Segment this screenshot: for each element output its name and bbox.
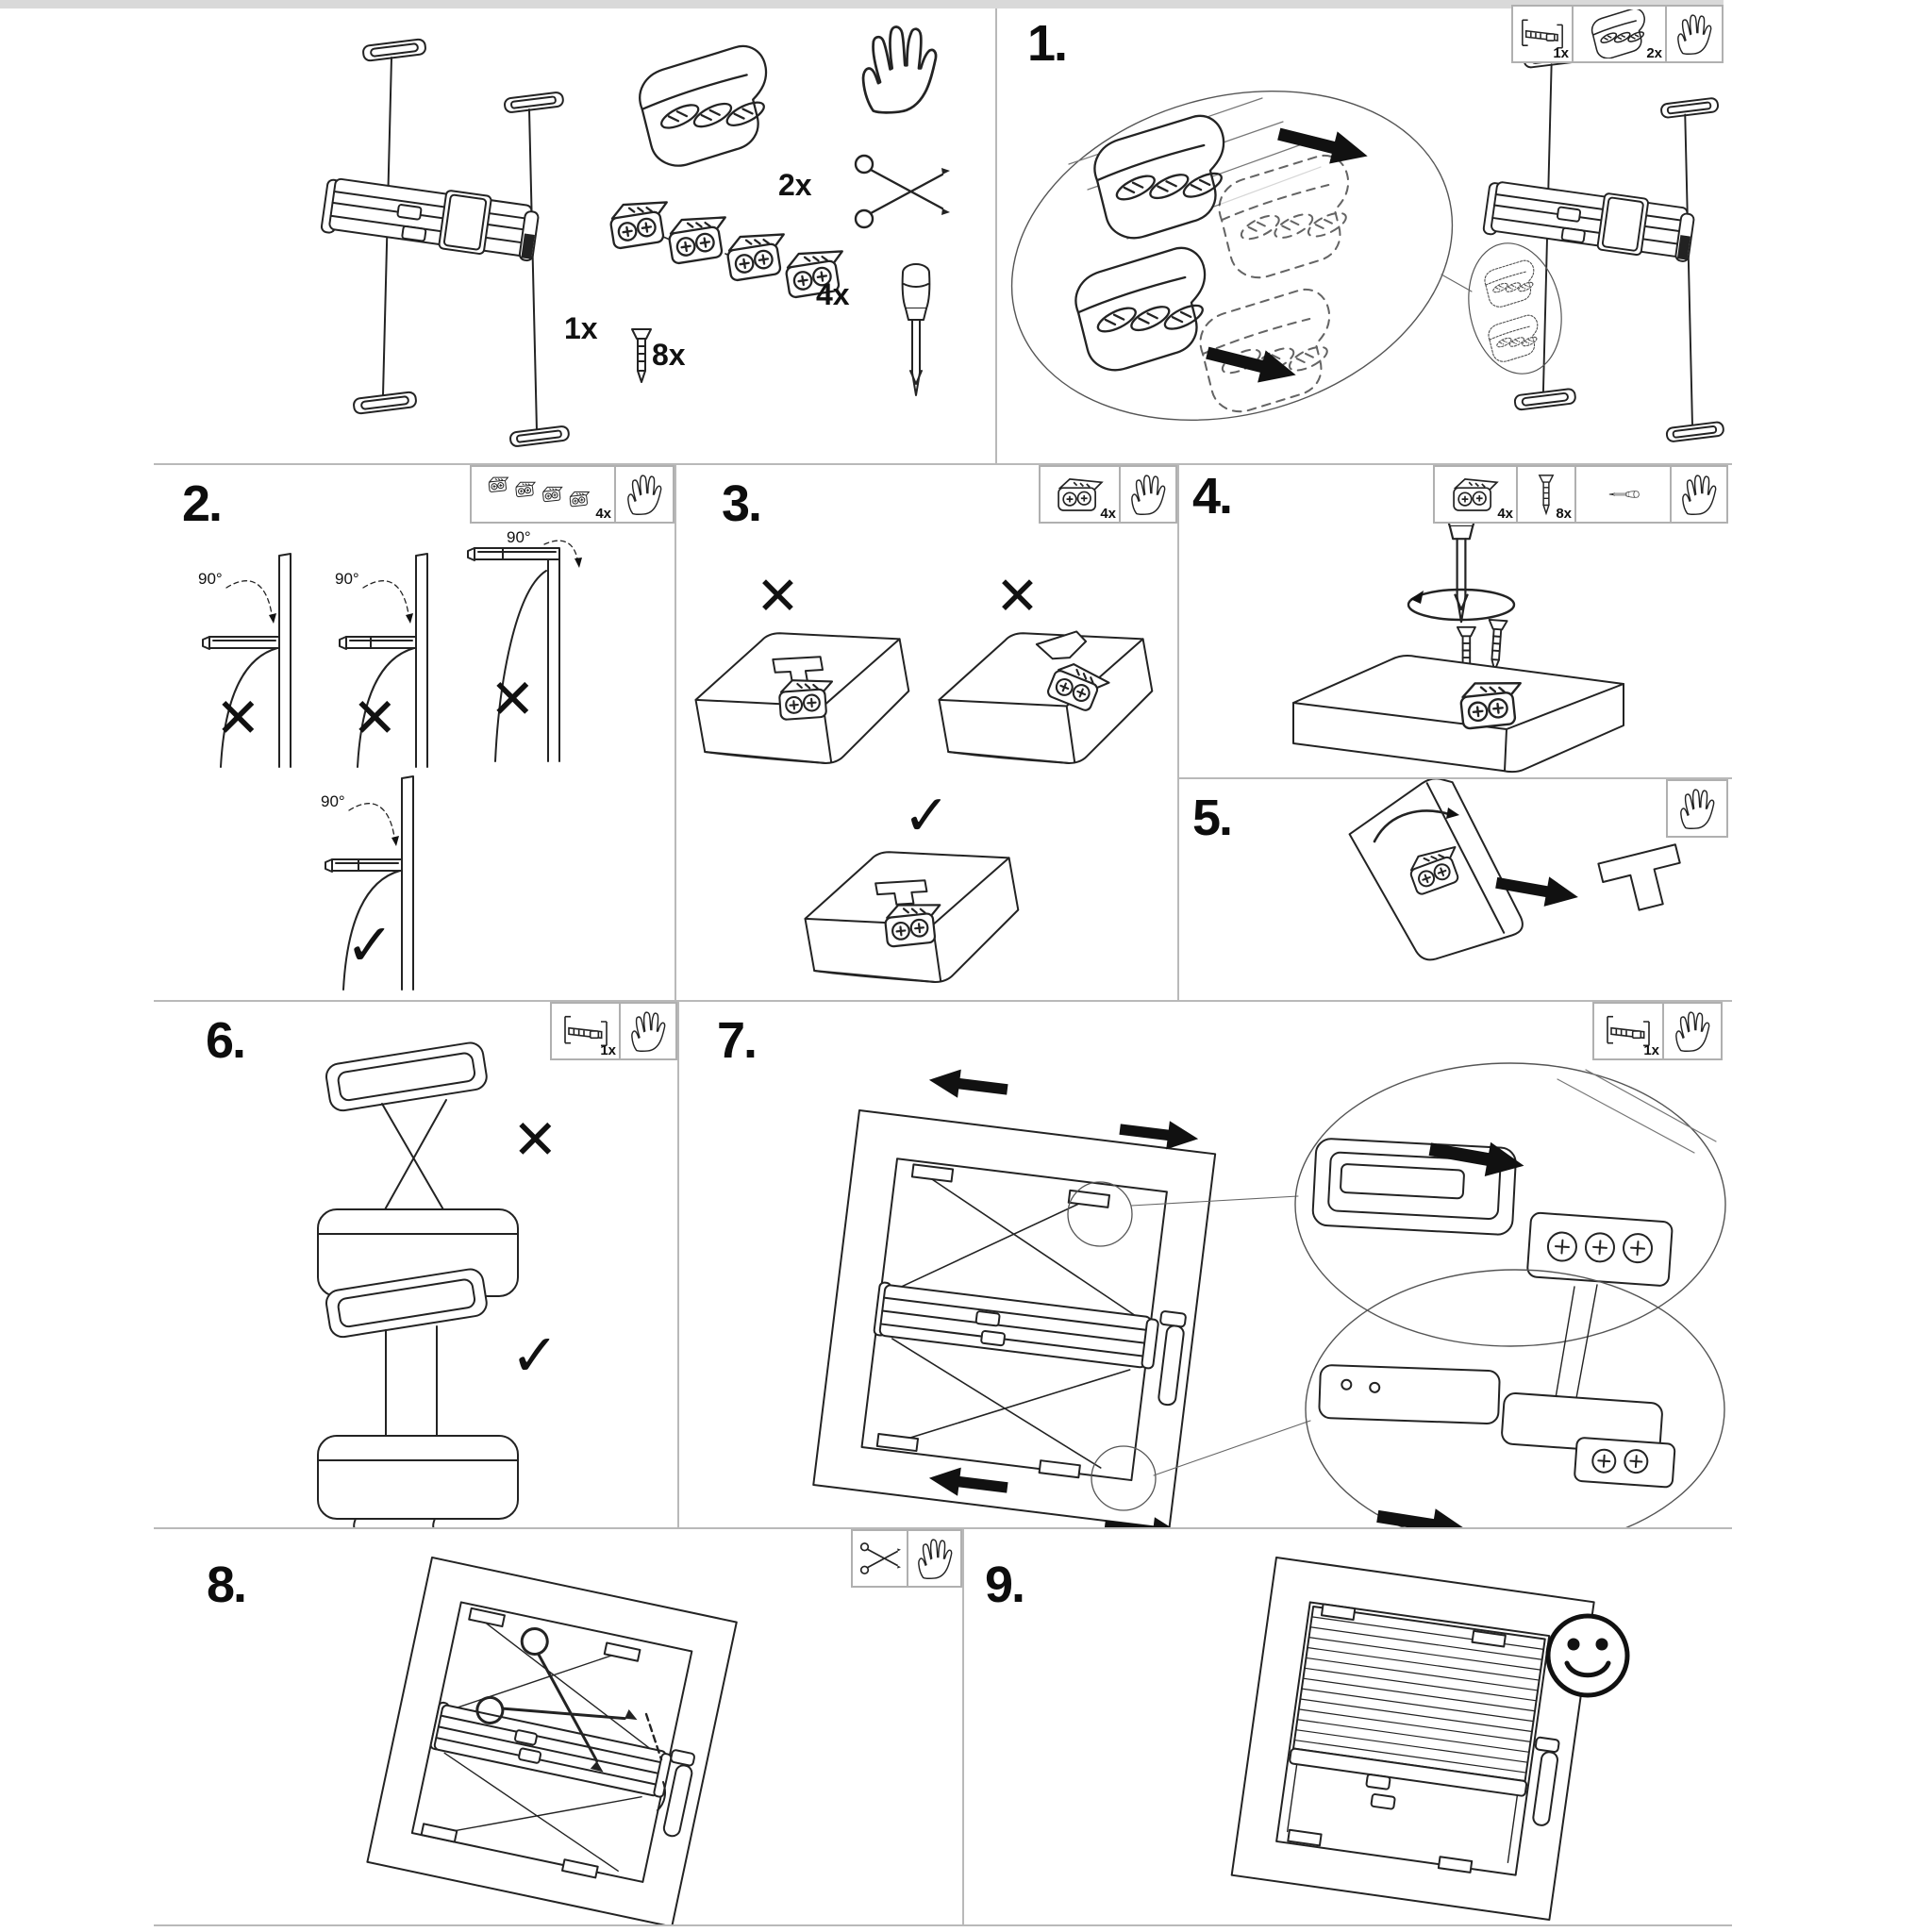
clamp-icon <box>1586 9 1654 58</box>
step-1-illustration <box>997 8 1732 463</box>
step-1-supply-box <box>1511 5 1724 63</box>
qty-label: 4x <box>1497 506 1513 522</box>
screw-icon <box>1536 473 1557 516</box>
supply-blind-rail <box>1513 7 1572 61</box>
arrow-right-icon <box>1374 1500 1470 1527</box>
panel-step-2 <box>154 465 676 1002</box>
angle-label: 90° <box>507 528 531 546</box>
step-5-number: 5. <box>1192 790 1232 846</box>
step-7-number: 7. <box>717 1012 757 1069</box>
supply-hand <box>614 467 673 522</box>
qty-label: 4x <box>1100 506 1116 522</box>
hand-icon <box>863 26 936 112</box>
step-8-supply-box <box>851 1529 962 1588</box>
hand-icon <box>1676 12 1712 56</box>
screwdriver-icon <box>1607 453 1640 536</box>
frame-corner <box>1293 656 1624 772</box>
wrong-mark: ✕ <box>756 566 800 627</box>
scissors-icon <box>859 1541 901 1576</box>
qty-label: 2x <box>1646 45 1662 61</box>
screw <box>1486 620 1507 671</box>
correct-mark: ✓ <box>345 910 394 979</box>
panel-step-4 <box>1179 465 1732 779</box>
panel-parts-overview <box>154 8 997 465</box>
part-blind-qty: 1x <box>564 311 598 345</box>
window <box>813 1110 1215 1527</box>
supply-clip-strip <box>472 467 614 522</box>
step-6-illustration <box>154 1002 677 1527</box>
panel-step-7 <box>679 1002 1732 1529</box>
hand-icon <box>630 1009 666 1053</box>
hand-icon <box>1681 473 1717 516</box>
arrow-left-icon <box>927 1066 1009 1104</box>
smiley-face-icon <box>1548 1616 1627 1695</box>
step-9-illustration <box>964 1529 1732 1924</box>
hand-icon <box>1679 787 1715 830</box>
supply-screwdriver <box>1574 467 1670 522</box>
wrong-mark: ✕ <box>352 686 398 750</box>
part-clamp-qty: 2x <box>778 168 812 202</box>
hand-icon <box>1130 473 1166 516</box>
clip-icon <box>1449 475 1502 514</box>
supply-hand <box>1662 1004 1721 1058</box>
scissors-icon <box>856 156 950 227</box>
step-3-illustration <box>676 465 1177 1000</box>
detail-ellipse <box>1457 235 1573 383</box>
window <box>1232 1557 1594 1920</box>
wrong-mark: ✕ <box>995 566 1040 627</box>
supply-clip <box>1435 467 1516 522</box>
cover-piece <box>1598 844 1689 917</box>
step-7-illustration <box>679 1002 1732 1527</box>
step-2-illustration <box>154 465 675 1000</box>
step-9-number: 9. <box>985 1557 1024 1613</box>
clip-icon <box>1054 475 1107 514</box>
page-edge-top <box>0 0 1724 8</box>
qty-label: 1x <box>1553 45 1569 61</box>
step-2-number: 2. <box>182 475 222 532</box>
supply-blind-rail <box>552 1004 619 1058</box>
angle-label: 90° <box>198 570 223 588</box>
qty-label: 1x <box>1643 1042 1659 1058</box>
supply-clip <box>1041 467 1119 522</box>
angle-label: 90° <box>321 792 345 810</box>
magnifier-bottom <box>1306 1270 1724 1527</box>
supply-screw <box>1516 467 1574 522</box>
wrong-mark: ✕ <box>215 686 261 750</box>
part-screw-qty: 8x <box>652 338 686 372</box>
hand-icon <box>917 1537 953 1580</box>
step-5-supply-box <box>1666 779 1728 838</box>
blind-assembly <box>1483 46 1724 442</box>
step-4-number: 4. <box>1192 468 1232 525</box>
step-3-number: 3. <box>722 475 761 532</box>
supply-hand <box>619 1004 675 1058</box>
wrong-mark: ✕ <box>512 1108 558 1172</box>
panel-step-1 <box>997 8 1732 465</box>
step-2-supply-box <box>470 465 675 524</box>
part-clamp <box>633 42 784 172</box>
correct-mark: ✓ <box>903 783 951 849</box>
supply-hand <box>1668 781 1726 836</box>
angle-label: 90° <box>335 570 359 588</box>
supply-hand <box>1670 467 1726 522</box>
wrong-mark: ✕ <box>490 667 536 731</box>
screwdriver-icon <box>903 264 930 395</box>
supply-hand <box>1119 467 1175 522</box>
correct-mark: ✓ <box>510 1321 559 1390</box>
panel-step-3 <box>676 465 1179 1002</box>
window <box>367 1557 736 1924</box>
step-6-supply-box <box>550 1002 677 1060</box>
hand-icon <box>626 473 662 516</box>
qty-label: 8x <box>1556 506 1572 522</box>
supply-hand <box>1665 7 1722 61</box>
hand-icon <box>1674 1009 1710 1053</box>
panel-step-9 <box>964 1529 1732 1926</box>
step-3-supply-box <box>1039 465 1177 524</box>
panel-step-5 <box>1179 779 1732 1002</box>
step-8-number: 8. <box>207 1557 246 1613</box>
magnifier-top <box>1295 1063 1725 1346</box>
supply-hand <box>907 1531 960 1586</box>
part-clip-strip <box>608 198 848 298</box>
step-1-number: 1. <box>1027 15 1067 72</box>
panel-step-8 <box>154 1529 964 1926</box>
supply-scissors <box>853 1531 907 1586</box>
supply-clamp <box>1572 7 1665 61</box>
clip-strip-icon <box>483 474 604 515</box>
qty-label: 4x <box>595 506 611 522</box>
panel-step-6 <box>154 1002 679 1529</box>
part-screw <box>632 329 651 382</box>
part-clips-qty: 4x <box>816 277 850 311</box>
qty-label: 1x <box>600 1042 616 1058</box>
step-6-number: 6. <box>206 1012 245 1069</box>
parts-overview-illustration <box>154 8 995 463</box>
part-blind-assembly <box>321 39 569 447</box>
step-7-supply-box <box>1592 1002 1723 1060</box>
step-5-illustration <box>1179 779 1732 1000</box>
step-4-supply-box <box>1433 465 1728 524</box>
step-8-illustration <box>154 1529 962 1924</box>
supply-blind-rail <box>1594 1004 1662 1058</box>
